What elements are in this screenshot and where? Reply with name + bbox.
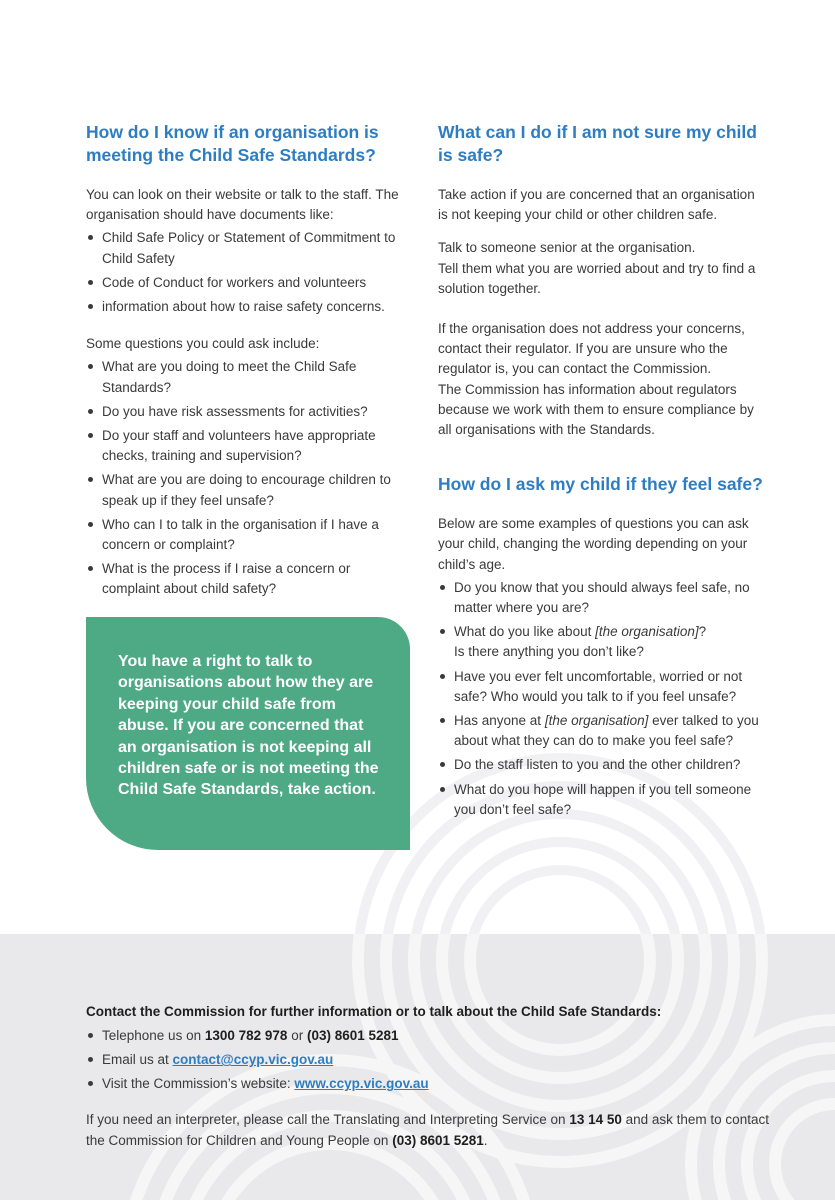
website-link[interactable]: www.ccyp.vic.gov.au — [294, 1076, 429, 1092]
list-item: What do you like about [the organisation]? Is there anything you don’t like? — [438, 622, 768, 662]
right-column — [438, 121, 768, 824]
list-item: Has anyone at [the organisation] ever talked to you about what they can do to make you feel safe? — [438, 711, 768, 751]
list-item: What are you are doing to encourage children to speak up if they feel unsafe? — [86, 470, 408, 510]
list-item: Do the staff listen to you and the other children? — [438, 755, 768, 775]
paragraph-talk-senior: Talk to someone senior at the organisation. Tell them what you are worried about and try to find a solution together. — [438, 240, 756, 296]
list-item: Have you ever felt uncomfortable, worried or not safe? Who would you talk to if you feel unsafe? — [438, 667, 768, 707]
list-item: Who can I to talk in the organisation if I have a concern or complaint? — [86, 515, 408, 555]
paragraph-examples: Below are some examples of questions you can ask your child, changing the wording depending on your child’s age. — [438, 516, 749, 572]
phone-number-1: 1300 782 978 — [204, 1028, 288, 1043]
phone-number-2: (03) 8601 5281 — [306, 1028, 399, 1043]
list-item: What is the process if I raise a concern or complaint about child safety? — [86, 559, 408, 599]
documents-list — [86, 228, 408, 317]
email-link[interactable]: contact@ccyp.vic.gov.au — [172, 1052, 334, 1068]
footer-contact-panel — [0, 934, 835, 1200]
list-item: Code of Conduct for workers and volunteers — [86, 273, 408, 293]
left-column — [86, 121, 408, 604]
footer-title: Contact the Commission for further information or to talk about the Child Safe Standards: — [86, 1004, 662, 1019]
left-intro: You can look on their website or talk to the staff. The organisation should have documents like: — [86, 187, 399, 223]
child-questions-list — [438, 578, 768, 820]
questions-intro: Some questions you could ask include: — [86, 336, 320, 352]
interpreter-note: If you need an interpreter, please call the Translating and Interpreting Service on 13 14 50 and ask them to contact the Commission for Children and Young People on (03) 8601 5281. — [86, 1111, 769, 1148]
list-item: information about how to raise safety concerns. — [86, 297, 408, 317]
list-item: Do you know that you should always feel safe, no matter where you are? — [438, 578, 768, 618]
list-item: What do you hope will happen if you tell someone you don’t feel safe? — [438, 780, 768, 820]
heading-ask-child: How do I ask my child if they feel safe? — [438, 474, 763, 495]
contact-list — [86, 1026, 786, 1095]
heading-meeting-standards: How do I know if an organisation is meeting the Child Safe Standards? — [86, 122, 379, 165]
callout-text: You have a right to talk to organisations about how they are keeping your child safe from abuse. If you are concerned that an organisation is not keeping all children safe or is not meeting the Child Safe Standards, take action. — [118, 653, 379, 799]
heading-not-sure-safe: What can I do if I am not sure my child is safe? — [438, 122, 757, 165]
list-item: Do you have risk assessments for activities? — [86, 402, 408, 422]
questions-list — [86, 357, 408, 599]
list-item: Do your staff and volunteers have appropriate checks, training and supervision? — [86, 426, 408, 466]
list-item: Child Safe Policy or Statement of Commitment to Child Safety — [86, 228, 408, 268]
contact-phone: Telephone us on 1300 782 978 or (03) 8601 5281 — [86, 1026, 786, 1046]
contact-email: Email us at contact@ccyp.vic.gov.au — [86, 1050, 786, 1070]
callout-box — [86, 617, 410, 850]
contact-website: Visit the Commission’s website: www.ccyp.vic.gov.au — [86, 1074, 786, 1094]
paragraph-regulator: If the organisation does not address your concerns, contact their regulator. If you are unsure who the regulator is, you can contact the Commission. The Commission has information about regulators because we work with them to ensure compliance by all organisations with the Standards. — [438, 321, 754, 438]
list-item: What are you doing to meet the Child Safe Standards? — [86, 357, 408, 397]
paragraph-take-action: Take action if you are concerned that an organisation is not keeping your child or other children safe. — [438, 187, 755, 223]
